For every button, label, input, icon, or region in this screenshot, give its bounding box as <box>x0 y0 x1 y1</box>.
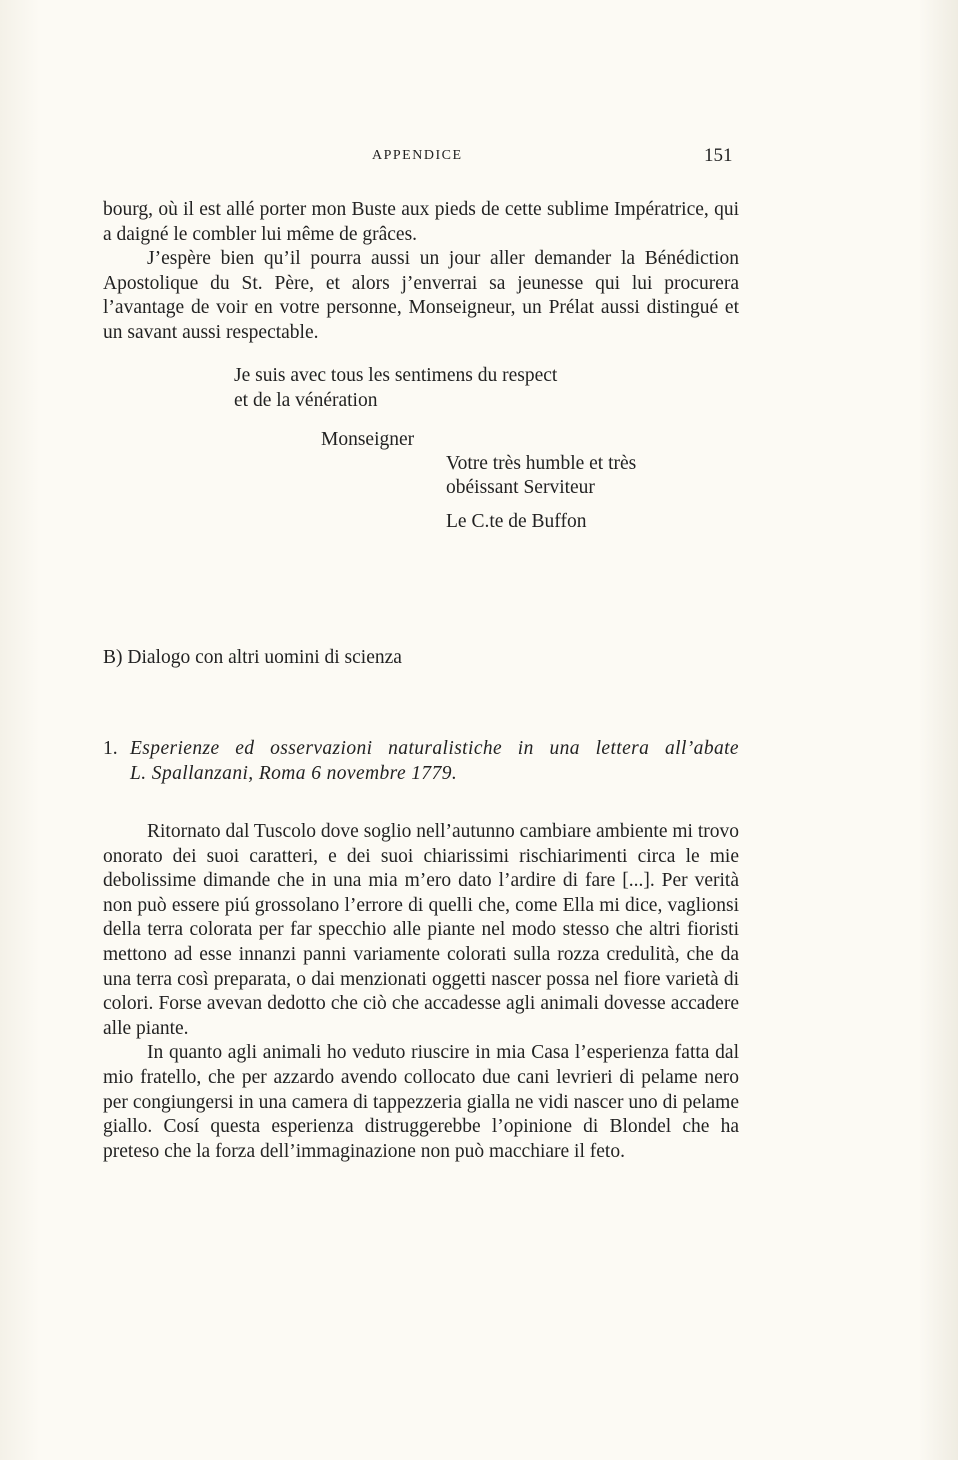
letter-salutation: Monseigner <box>321 429 415 450</box>
letter-closing-line-1: Je suis avec tous les sentimens du respect <box>234 365 558 386</box>
letter-signature: Le C.te de Buffon <box>446 511 587 532</box>
section-heading: B) Dialogo con altri uomini di scienza <box>103 647 402 668</box>
letter-sign-line-2: obéissant Serviteur <box>446 477 595 498</box>
page-number: 151 <box>704 145 733 166</box>
letter-closing-line-2: et de la vénération <box>234 390 378 411</box>
body-text <box>103 820 739 1164</box>
letter-body <box>103 198 739 346</box>
letter-paragraph-2: J’espère bien qu’il pourra aussi un jour aller demander la Bénédiction Apostolique du St. Père, et alors j’enverrai sa jeunesse qui lui procurera l’avantage de voir en votre personne, Monseigneur, un Prélat aussi distingué et un savant aussi respectable. <box>103 248 739 343</box>
body-paragraph-2: In quanto agli animali ho veduto riuscire in mia Casa l’esperienza fatta dal mio fratello, che per azzardo avendo collocato due cani levrieri di pelame nero per congiungersi in una camera di tappezzeria gialla ne vidi nascer uno di pelame giallo. Cosí questa esperienza distruggerebbe l’opinione di Blondel che ha preteso che la forza dell’immaginazione non può macchiare il feto. <box>103 1042 739 1162</box>
letter-paragraph-1: bourg, où il est allé porter mon Buste aux pieds de cette sublime Impératrice, qui a daigné le combler lui même de grâces. <box>103 199 739 245</box>
item-title-line-1: Esperienze ed osservazioni naturalistiche in una lettera all’abate <box>130 738 739 759</box>
item-number: 1. <box>103 738 118 759</box>
letter-sign-line-1: Votre très humble et très <box>446 453 637 474</box>
item-title-line-2: L. Spallanzani, Roma 6 novembre 1779. <box>130 763 458 784</box>
running-head: APPENDICE <box>372 148 463 163</box>
body-paragraph-1: Ritornato dal Tuscolo dove soglio nell’autunno cambiare ambiente mi trovo onorato dei suoi caratteri, e dei suoi chiarissimi rischiarimenti circa le mie debolissime dimande che in una mia m’ero dato l’ardire di fare [...]. Per verità non può essere piú grossolano l’errore di quelli che, come Ella mi dice, vaglionsi della terra colorata per far specchio alle piante nel modo stesso che altri fioristi mettono ad esse innanzi panni variamente colorati sulla rozza credulità, che da una terra così preparata, o dai menzionati oggetti nascer possa nel fiore varietà di colori. Forse avevan dedotto che ciò che accadesse agli animali dovesse accadere alle piante. <box>103 821 739 1039</box>
